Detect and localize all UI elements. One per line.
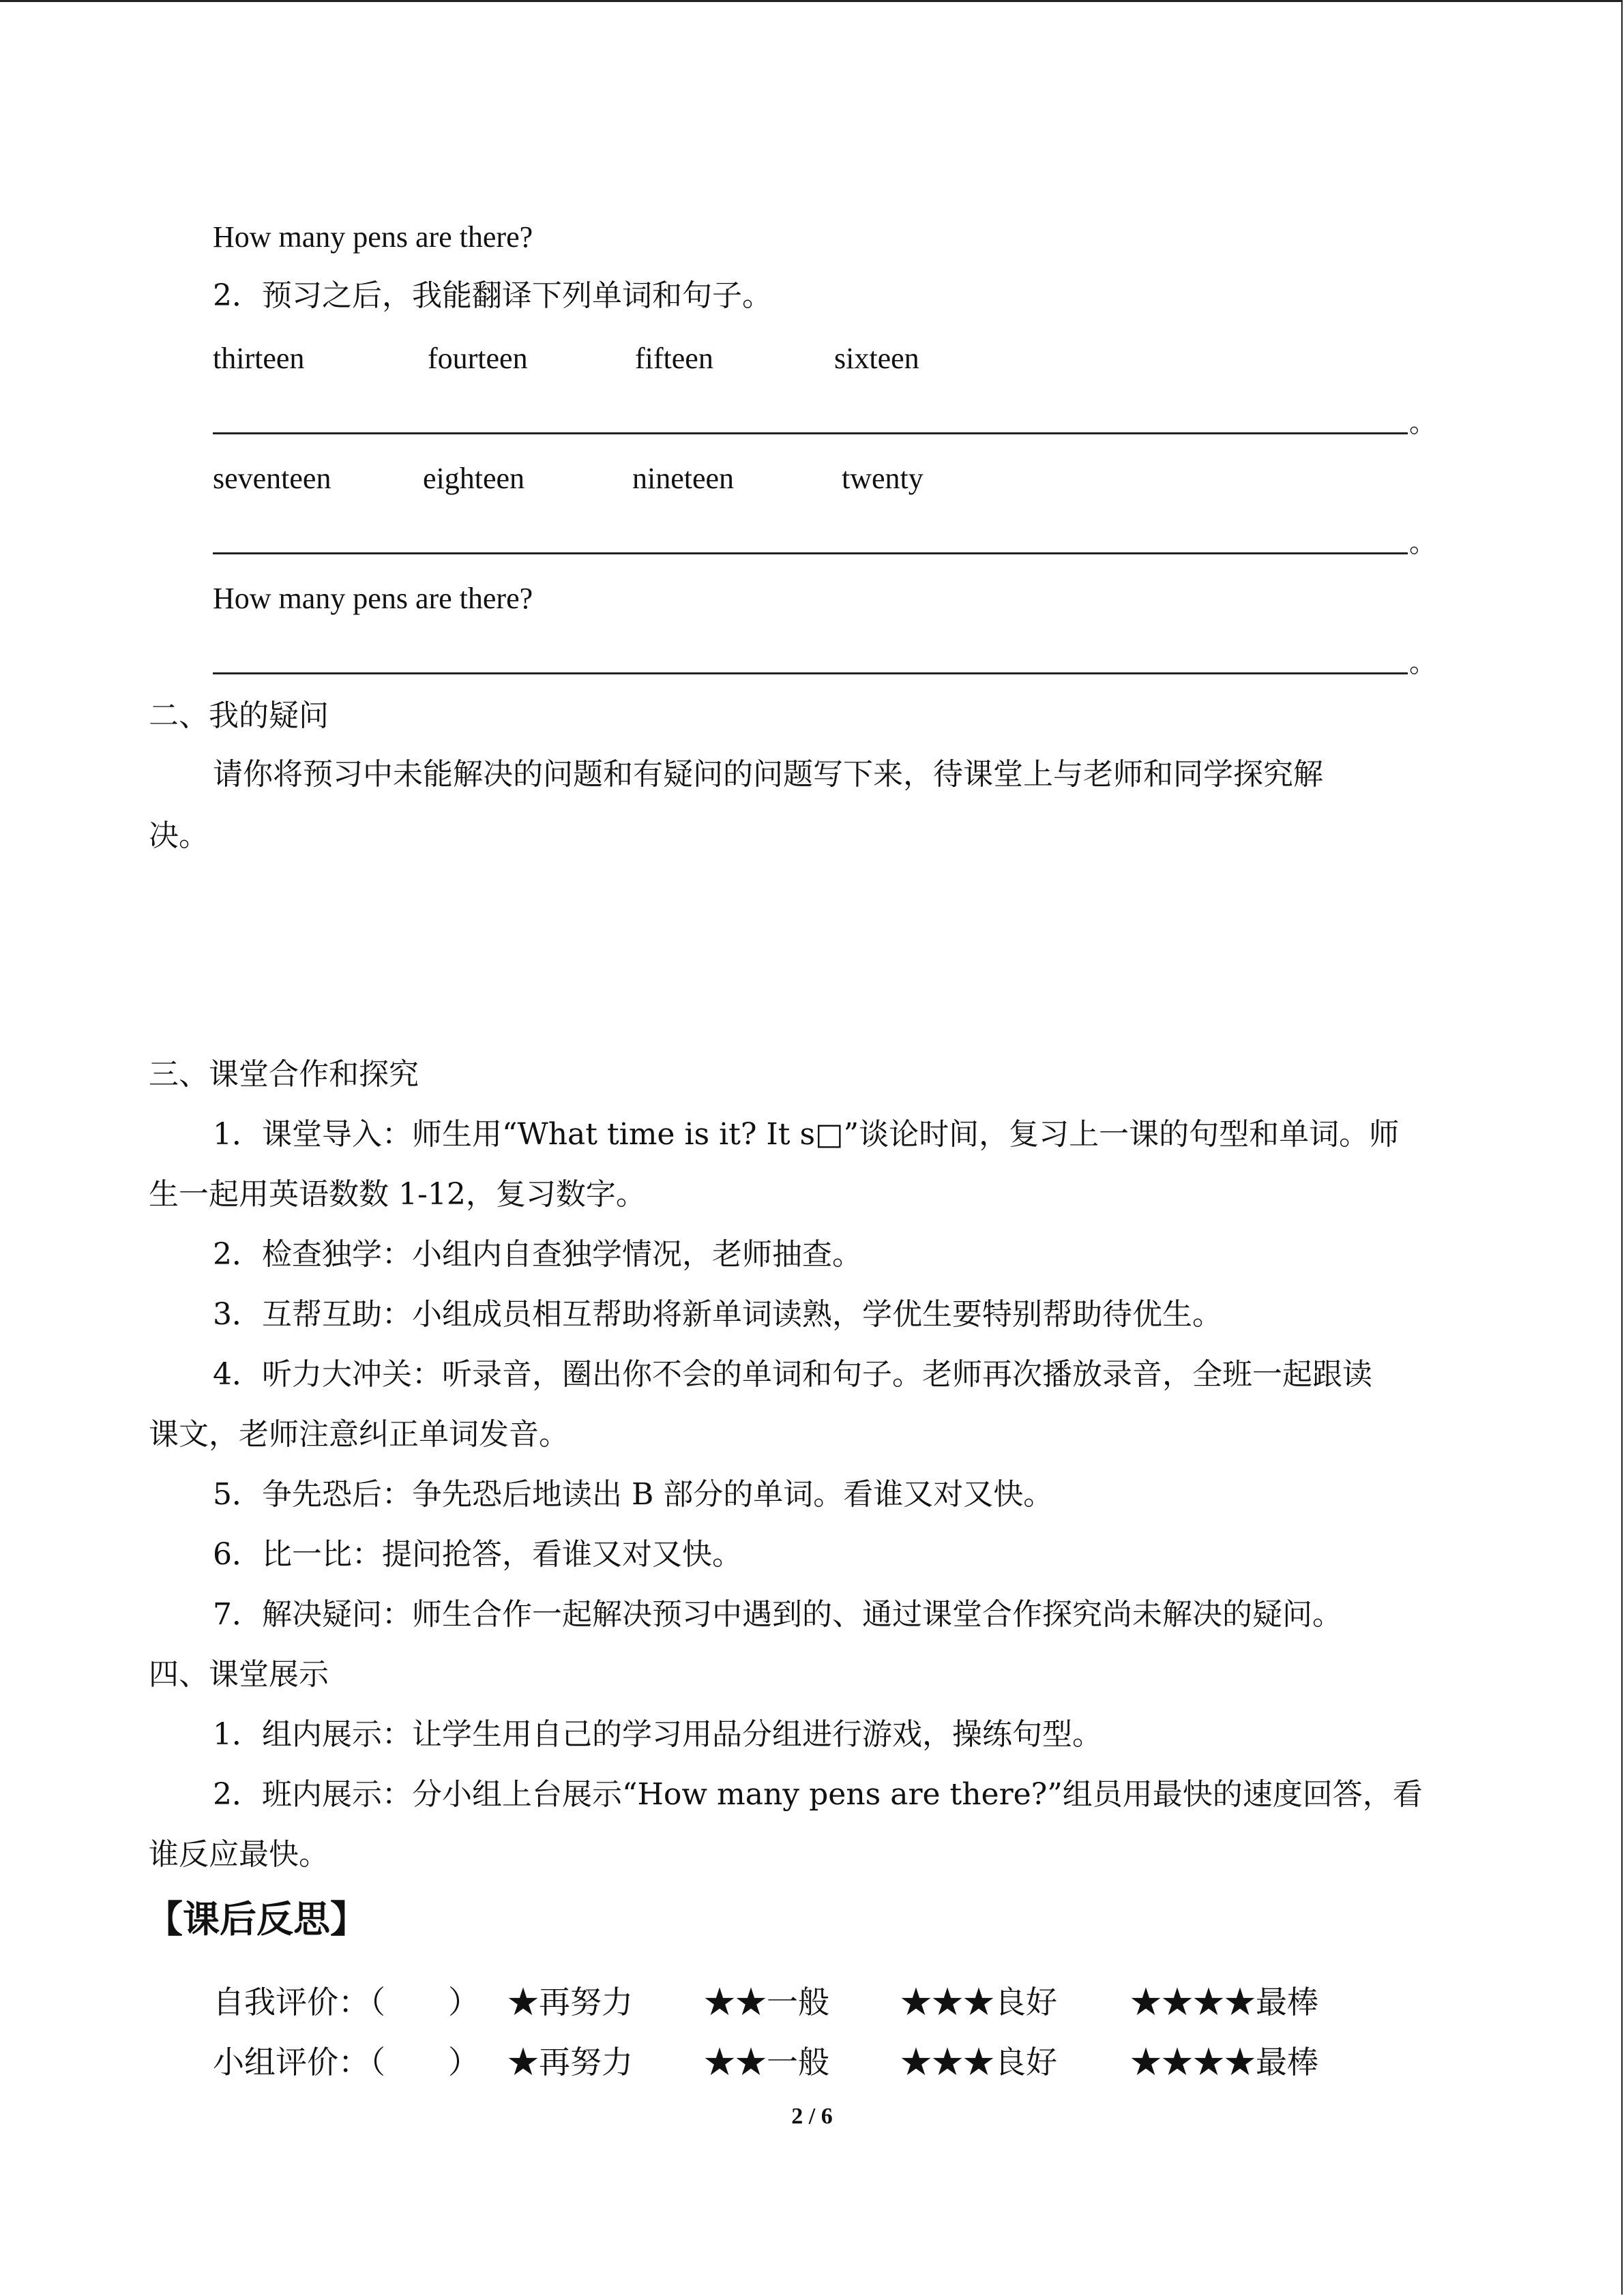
section-3-item-3: 3．互帮互助：小组成员相互帮助将新单词读熟，学优生要特别帮助待优生。: [213, 1297, 1222, 1332]
section-3-item-6: 6．比一比：提问抢答，看谁又对又快。: [213, 1537, 742, 1572]
answer-line-1[interactable]: [213, 432, 1408, 434]
section-3-item-7: 7．解决疑问：师生合作一起解决预习中遇到的、通过课堂合作探究尚未解决的疑问。: [213, 1597, 1342, 1632]
answer-line-3[interactable]: [213, 672, 1408, 674]
section-4-item-2-line-2: 谁反应最快。: [149, 1837, 329, 1872]
self-level-3[interactable]: ★★★良好: [900, 1984, 1057, 2021]
section-4-heading: 四、课堂展示: [149, 1657, 329, 1692]
answer-line-1-end: 。: [1409, 407, 1436, 438]
group-level-2[interactable]: ★★一般: [704, 2044, 829, 2081]
self-level-4[interactable]: ★★★★最棒: [1130, 1984, 1318, 2021]
section-3-item-2: 2．检查独学：小组内自查独学情况，老师抽查。: [213, 1237, 862, 1272]
section-3-item-4-line-2: 课文，老师注意纠正单词发音。: [149, 1417, 569, 1452]
self-level-1[interactable]: ★再努力: [507, 1984, 633, 2021]
word-nineteen: nineteen: [632, 462, 735, 495]
word-thirteen: thirteen: [213, 342, 305, 375]
word-seventeen: seventeen: [213, 462, 331, 495]
section-3-item-1-line-1: 1．课堂导入：师生用“What time is it? It s□”谈论时间，复习上一课的句型和单词。师: [213, 1117, 1400, 1152]
section-3-item-5: 5．争先恐后：争先恐后地读出 B 部分的单词。看谁又对又快。: [213, 1477, 1054, 1512]
word-sixteen: sixteen: [834, 342, 919, 375]
self-level-2[interactable]: ★★一般: [704, 1984, 829, 2021]
page-number: 2 / 6: [791, 2104, 833, 2129]
preview-sentence-bottom: How many pens are there?: [213, 582, 533, 615]
word-fourteen: fourteen: [428, 342, 528, 375]
group-level-1[interactable]: ★再努力: [507, 2044, 633, 2081]
self-evaluation-label: 自我评价：（ ）: [213, 1984, 479, 2021]
answer-line-2[interactable]: [213, 552, 1408, 554]
group-level-4[interactable]: ★★★★最棒: [1130, 2044, 1318, 2081]
reflection-heading: 【课后反思】: [146, 1898, 367, 1941]
preview-task-2: 2．预习之后，我能翻译下列单词和句子。: [213, 278, 772, 313]
word-fifteen: fifteen: [635, 342, 713, 375]
section-3-heading: 三、课堂合作和探究: [149, 1057, 419, 1092]
section-2-para-line-1: 请你将预习中未能解决的问题和有疑问的问题写下来，待课堂上与老师和同学探究解: [213, 757, 1323, 792]
group-evaluation-label: 小组评价：（ ）: [213, 2044, 479, 2081]
answer-line-2-end: 。: [1409, 527, 1436, 558]
word-eighteen: eighteen: [423, 462, 525, 495]
preview-sentence-top: How many pens are there?: [213, 220, 533, 254]
section-3-item-4-line-1: 4．听力大冲关：听录音，圈出你不会的单词和句子。老师再次播放录音，全班一起跟读: [213, 1357, 1372, 1392]
word-twenty: twenty: [842, 462, 924, 495]
section-2-para-line-2: 决。: [149, 818, 209, 853]
section-4-item-1: 1．组内展示：让学生用自己的学习用品分组进行游戏，操练句型。: [213, 1717, 1102, 1752]
section-3-item-1-line-2: 生一起用英语数数 1-12，复习数字。: [149, 1177, 646, 1212]
section-4-item-2-line-1: 2．班内展示：分小组上台展示“How many pens are there?”组员用最快的速度回答，看: [213, 1777, 1423, 1812]
group-level-3[interactable]: ★★★良好: [900, 2044, 1057, 2081]
section-2-heading: 二、我的疑问: [149, 698, 329, 733]
answer-line-3-end: 。: [1409, 647, 1436, 679]
